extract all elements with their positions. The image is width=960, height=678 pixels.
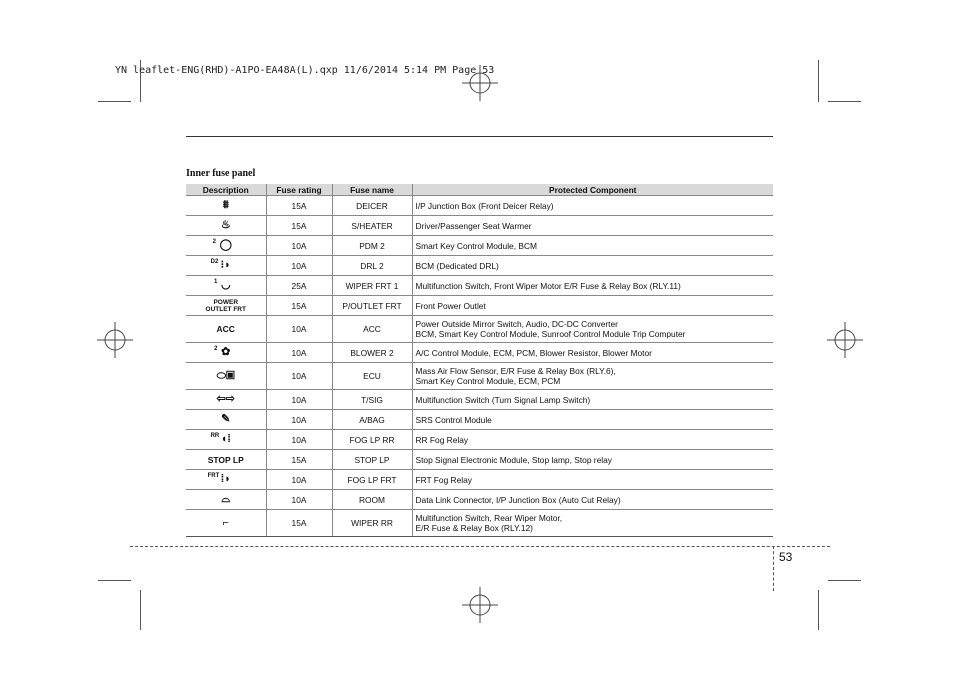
component-line: Power Outside Mirror Switch, Audio, DC-DC Converter	[415, 319, 618, 329]
protected-component-cell	[412, 256, 773, 276]
icon-glyph: ⬭▣	[216, 369, 235, 382]
component-line: Smart Key Control Module, ECM, PCM	[415, 376, 561, 386]
table-row	[186, 490, 773, 510]
fuse-name-cell: WIPER RR	[332, 510, 412, 537]
acc-icon: ACC	[216, 324, 235, 334]
fuse-name-cell: T/SIG	[332, 390, 412, 410]
component-line: SRS Control Module	[415, 414, 492, 425]
footer-rule	[773, 546, 774, 591]
protected-component-cell	[412, 510, 773, 537]
icon-glyph: ⌐	[222, 516, 229, 529]
crop-mark	[98, 101, 131, 102]
fuse-rating-cell: 10A	[266, 236, 332, 256]
description-cell	[186, 216, 266, 236]
print-slug: YN leaflet-ENG(RHD)-A1PO-EA48A(L).qxp 11/6/2014 5:14 PM Page 53	[115, 65, 495, 76]
fuse-name-cell: DEICER	[332, 196, 412, 216]
description-cell	[186, 430, 266, 450]
icon-glyph: ♨	[220, 219, 231, 231]
table-row	[186, 296, 773, 316]
fuse-rating-cell: 15A	[266, 196, 332, 216]
protected-component-cell	[412, 236, 773, 256]
table-row	[186, 470, 773, 490]
fuse-name-cell: P/OUTLET FRT	[332, 296, 412, 316]
icon-glyph: ◡	[220, 279, 231, 291]
fuse-rating-cell: 10A	[266, 316, 332, 343]
component-line: Mass Air Flow Sensor, E/R Fuse & Relay Box (RLY.6),	[415, 366, 616, 376]
table-row	[186, 196, 773, 216]
fuse-name-cell: ACC	[332, 316, 412, 343]
crop-mark	[140, 590, 141, 630]
component-line: Front Power Outlet	[415, 300, 486, 311]
registration-mark-icon	[462, 587, 498, 623]
fuse-rating-cell: 15A	[266, 450, 332, 470]
component-line: FRT Fog Relay	[415, 474, 472, 485]
turn-signal-icon	[217, 394, 235, 405]
protected-component-cell	[412, 490, 773, 510]
crop-mark	[818, 60, 819, 102]
protected-component-cell	[412, 450, 773, 470]
icon-glyph: ⇦⇨	[216, 393, 235, 405]
protected-component-cell	[412, 276, 773, 296]
component-line: Smart Key Control Module, BCM	[415, 240, 537, 251]
fuse-name-cell: WIPER FRT 1	[332, 276, 412, 296]
table-row	[186, 363, 773, 390]
component-line: E/R Fuse & Relay Box (RLY.12)	[415, 523, 533, 533]
component-line: Driver/Passenger Seat Warmer	[415, 220, 532, 231]
protected-component-cell	[412, 470, 773, 490]
table-row	[186, 236, 773, 256]
column-header: Fuse rating	[266, 184, 332, 196]
description-cell	[186, 470, 266, 490]
description-cell	[186, 316, 266, 343]
table-row	[186, 343, 773, 363]
fuse-name-cell: DRL 2	[332, 256, 412, 276]
fuse-name-cell: BLOWER 2	[332, 343, 412, 363]
room-lamp-icon	[221, 494, 230, 505]
rear-wiper-icon	[223, 518, 229, 529]
table-row	[186, 450, 773, 470]
column-header: Description	[186, 184, 266, 196]
table-row	[186, 510, 773, 537]
table-row	[186, 276, 773, 296]
component-line: A/C Control Module, ECM, PCM, Blower Resistor, Blower Motor	[415, 347, 652, 358]
drl-lamp-icon	[210, 259, 231, 271]
icon-glyph: ⁞◗	[220, 473, 231, 485]
fuse-name-cell: ROOM	[332, 490, 412, 510]
component-line: Multifunction Switch, Front Wiper Motor E/R Fuse & Relay Box (RLY.11)	[415, 280, 681, 291]
description-cell	[186, 363, 266, 390]
description-cell	[186, 256, 266, 276]
registration-mark-icon	[97, 322, 133, 358]
icon-glyph: ⩩	[222, 199, 229, 211]
fuse-rating-cell: 10A	[266, 430, 332, 450]
protected-component-cell	[412, 296, 773, 316]
icon-glyph: ⌓	[221, 493, 231, 505]
protected-component-cell	[412, 430, 773, 450]
crop-mark	[828, 101, 861, 102]
header-rule	[186, 136, 773, 137]
protected-component-cell	[412, 343, 773, 363]
fuse-name-cell: ECU	[332, 363, 412, 390]
fuse-rating-cell: 10A	[266, 343, 332, 363]
protected-component-cell	[412, 390, 773, 410]
fuse-rating-cell: 10A	[266, 470, 332, 490]
column-header: Protected Component	[412, 184, 773, 196]
icon-superscript: D2	[210, 259, 219, 265]
fuse-table	[186, 184, 773, 537]
blower-fan-icon	[214, 346, 231, 358]
description-cell	[186, 390, 266, 410]
section-title: Inner fuse panel	[186, 168, 256, 179]
description-cell	[186, 196, 266, 216]
fuse-rating-cell: 10A	[266, 256, 332, 276]
description-cell	[186, 276, 266, 296]
engine-ecu-icon	[217, 371, 235, 382]
table-header-row	[186, 184, 773, 196]
icon-glyph: ⁝◗	[220, 259, 231, 271]
fuse-name-cell: PDM 2	[332, 236, 412, 256]
component-line: Multifunction Switch (Turn Signal Lamp Switch)	[415, 394, 591, 405]
fuse-name-cell: S/HEATER	[332, 216, 412, 236]
component-line: I/P Junction Box (Front Deicer Relay)	[415, 200, 554, 211]
crop-mark	[828, 580, 861, 581]
fuse-name-cell: STOP LP	[332, 450, 412, 470]
fuse-rating-cell: 25A	[266, 276, 332, 296]
power-outlet-icon: POWER OUTLET FRT	[205, 298, 246, 313]
icon-superscript: 2	[214, 346, 218, 352]
pdm-icon	[212, 239, 232, 251]
table-row	[186, 430, 773, 450]
fuse-rating-cell: 10A	[266, 490, 332, 510]
table-row	[186, 390, 773, 410]
description-cell	[186, 236, 266, 256]
component-line: Data Link Connector, I/P Junction Box (Auto Cut Relay)	[415, 494, 621, 505]
protected-component-cell	[412, 363, 773, 390]
column-header: Fuse name	[332, 184, 412, 196]
icon-glyph: ✎	[221, 413, 231, 425]
icon-superscript: FRT	[207, 473, 220, 479]
protected-component-cell	[412, 216, 773, 236]
description-cell	[186, 296, 266, 316]
fuse-name-cell: A/BAG	[332, 410, 412, 430]
fuse-rating-cell: 15A	[266, 216, 332, 236]
airbag-icon	[221, 414, 230, 425]
fuse-rating-cell: 10A	[266, 363, 332, 390]
page-number: 53	[779, 550, 793, 564]
front-deicer-icon	[223, 200, 229, 211]
fuse-name-cell: FOG LP FRT	[332, 470, 412, 490]
rear-fog-lamp-icon	[210, 433, 231, 445]
table-row	[186, 316, 773, 343]
crop-mark	[98, 580, 131, 581]
footer-rule	[130, 546, 830, 547]
fuse-rating-cell: 10A	[266, 410, 332, 430]
description-cell	[186, 510, 266, 537]
stop-lamp-icon: STOP LP	[207, 454, 244, 465]
crop-mark	[818, 590, 819, 630]
description-cell	[186, 450, 266, 470]
icon-glyph: ◖⁞	[220, 433, 231, 445]
fuse-name-cell: FOG LP RR	[332, 430, 412, 450]
icon-superscript: RR	[210, 433, 220, 439]
description-cell	[186, 410, 266, 430]
registration-mark-icon	[827, 322, 863, 358]
icon-glyph: ✿	[221, 346, 231, 358]
protected-component-cell	[412, 410, 773, 430]
component-line: BCM (Dedicated DRL)	[415, 260, 499, 271]
icon-superscript: 2	[212, 239, 216, 245]
description-cell	[186, 343, 266, 363]
component-line: RR Fog Relay	[415, 434, 469, 445]
table-row	[186, 256, 773, 276]
icon-glyph: ◯	[219, 239, 232, 251]
icon-superscript: 1	[213, 279, 218, 285]
fuse-rating-cell: 15A	[266, 296, 332, 316]
fuse-rating-cell: 15A	[266, 510, 332, 537]
front-fog-lamp-icon	[207, 473, 231, 485]
component-line: Multifunction Switch, Rear Wiper Motor,	[415, 513, 563, 523]
protected-component-cell	[412, 196, 773, 216]
protected-component-cell	[412, 316, 773, 343]
component-line: Stop Signal Electronic Module, Stop lamp, Stop relay	[415, 454, 612, 465]
table-row	[186, 216, 773, 236]
component-line: BCM, Smart Key Control Module, Sunroof Control Module Trip Computer	[415, 329, 686, 339]
fuse-rating-cell: 10A	[266, 390, 332, 410]
seat-heater-icon	[221, 220, 231, 231]
description-cell	[186, 490, 266, 510]
table-row	[186, 410, 773, 430]
front-wiper-icon	[213, 279, 231, 291]
